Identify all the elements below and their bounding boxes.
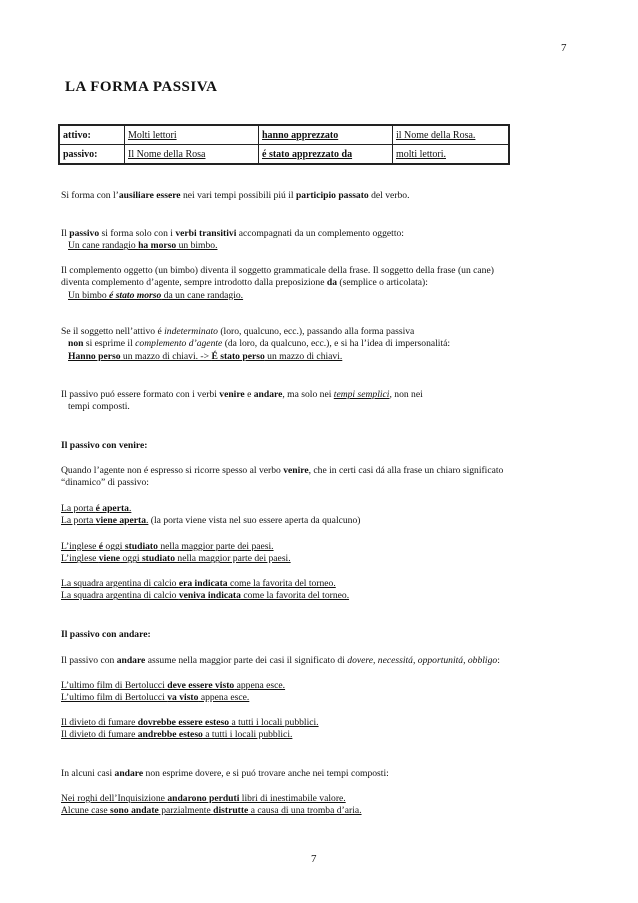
example-group: [61, 680, 581, 705]
example-group: [61, 717, 581, 742]
page-title: LA FORMA PASSIVA: [65, 79, 218, 95]
example-line: L’inglese é oggi studiato nella maggior parte dei paesi.: [61, 541, 274, 552]
page-number-top: 7: [561, 42, 567, 54]
example-line: Un cane randagio ha morso un bimbo.: [68, 240, 218, 252]
paragraph-andare: [61, 655, 581, 667]
example-line: La squadra argentina di calcio era indicata come la favorita del torneo.: [61, 578, 336, 589]
table-cell: il Nome della Rosa.: [393, 125, 510, 145]
text-line: Si forma con l’ausiliare essere nei vari tempi possibili piú il participio passato del verbo.: [61, 190, 410, 201]
table-cell: hanno apprezzato: [259, 125, 393, 145]
example-group: [61, 578, 581, 603]
example-group: [61, 793, 581, 818]
paragraph-object-subject: [61, 265, 581, 302]
example-line: Nei roghi dell’Inquisizione andarono perduti libri di inestimabile valore.: [61, 793, 346, 804]
paragraph-andare-composti: [61, 768, 581, 780]
table-cell: Il Nome della Rosa: [125, 145, 259, 165]
example-line: L’ultimo film di Bertolucci deve essere visto appena esce.: [61, 680, 286, 691]
example-line: La squadra argentina di calcio veniva indicata come la favorita del torneo.: [61, 590, 350, 602]
text-line: Il complemento oggetto (un bimbo) diventa il soggetto grammaticale della frase. Il soggetto della frase (un cane): [61, 265, 494, 276]
paragraph-indeterminate: [61, 326, 581, 363]
table-cell: é stato apprezzato da: [259, 145, 393, 165]
table-cell: Molti lettori: [125, 125, 259, 145]
example-line: Il divieto di fumare andrebbe esteso a tutti i locali pubblici.: [61, 729, 293, 741]
example-line: L’ultimo film di Bertolucci va visto appena esce.: [61, 692, 250, 704]
table-row: [59, 145, 509, 165]
section-heading-andare: Il passivo con andare:: [61, 629, 151, 640]
paragraph-transitive: [61, 228, 581, 253]
text-line: tempi composti.: [68, 401, 130, 413]
paragraph-venire-andare: [61, 389, 581, 414]
text-line: diventa complemento d’agente, sempre introdotto dalla preposizione da (semplice o articolata):: [61, 277, 428, 289]
text-line: Se il soggetto nell’attivo é indeterminato (loro, qualcuno, ecc.), passando alla forma passiva: [61, 326, 415, 337]
text-line: Quando l’agente non é espresso si ricorre spesso al verbo venire, che in certi casi dá alla frase un chiaro significato: [61, 465, 504, 476]
example-group: [61, 503, 581, 528]
paragraph-venire: [61, 465, 581, 490]
example-line: Il divieto di fumare dovrebbe essere esteso a tutti i locali pubblici.: [61, 717, 319, 728]
table-cell: passivo:: [59, 145, 125, 165]
page-number-bottom: 7: [311, 853, 317, 865]
example-line: La porta viene aperta. (la porta viene vista nel suo essere aperta da qualcuno): [61, 515, 361, 527]
example-group: [61, 541, 581, 566]
example-line: La porta é aperta.: [61, 503, 132, 514]
text-line: Il passivo con andare assume nella maggior parte dei casi il significato di dovere, necessitá, opportunitá, obbligo:: [61, 655, 500, 666]
paragraph-auxiliary: [61, 190, 581, 202]
text-line: “dinamico” di passivo:: [61, 477, 149, 489]
section-heading-venire: Il passivo con venire:: [61, 440, 148, 451]
example-line: Hanno perso un mazzo di chiavi. -> É stato perso un mazzo di chiavi.: [68, 350, 343, 362]
text-line: In alcuni casi andare non esprime dovere, e si puó trovare anche nei tempi composti:: [61, 768, 389, 779]
table-row: [59, 125, 509, 145]
table-cell: molti lettori.: [393, 145, 510, 165]
example-line: L’inglese viene oggi studiato nella maggior parte dei paesi.: [61, 553, 291, 565]
text-line: Il passivo puó essere formato con i verbi venire e andare, ma solo nei tempi semplici, non nei: [61, 389, 423, 400]
voice-comparison-table: [58, 124, 510, 165]
text-line: non si esprime il complemento d’agente (da loro, da qualcuno, ecc.), e si ha l’idea di impersonalitá:: [68, 338, 451, 350]
text-line: Il passivo si forma solo con i verbi transitivi accompagnati da un complemento oggetto:: [61, 228, 404, 239]
example-line: Un bimbo é stato morso da un cane randagio.: [68, 289, 244, 301]
table-cell: attivo:: [59, 125, 125, 145]
example-line: Alcune case sono andate parzialmente distrutte a causa di una tromba d’aria.: [61, 805, 362, 817]
